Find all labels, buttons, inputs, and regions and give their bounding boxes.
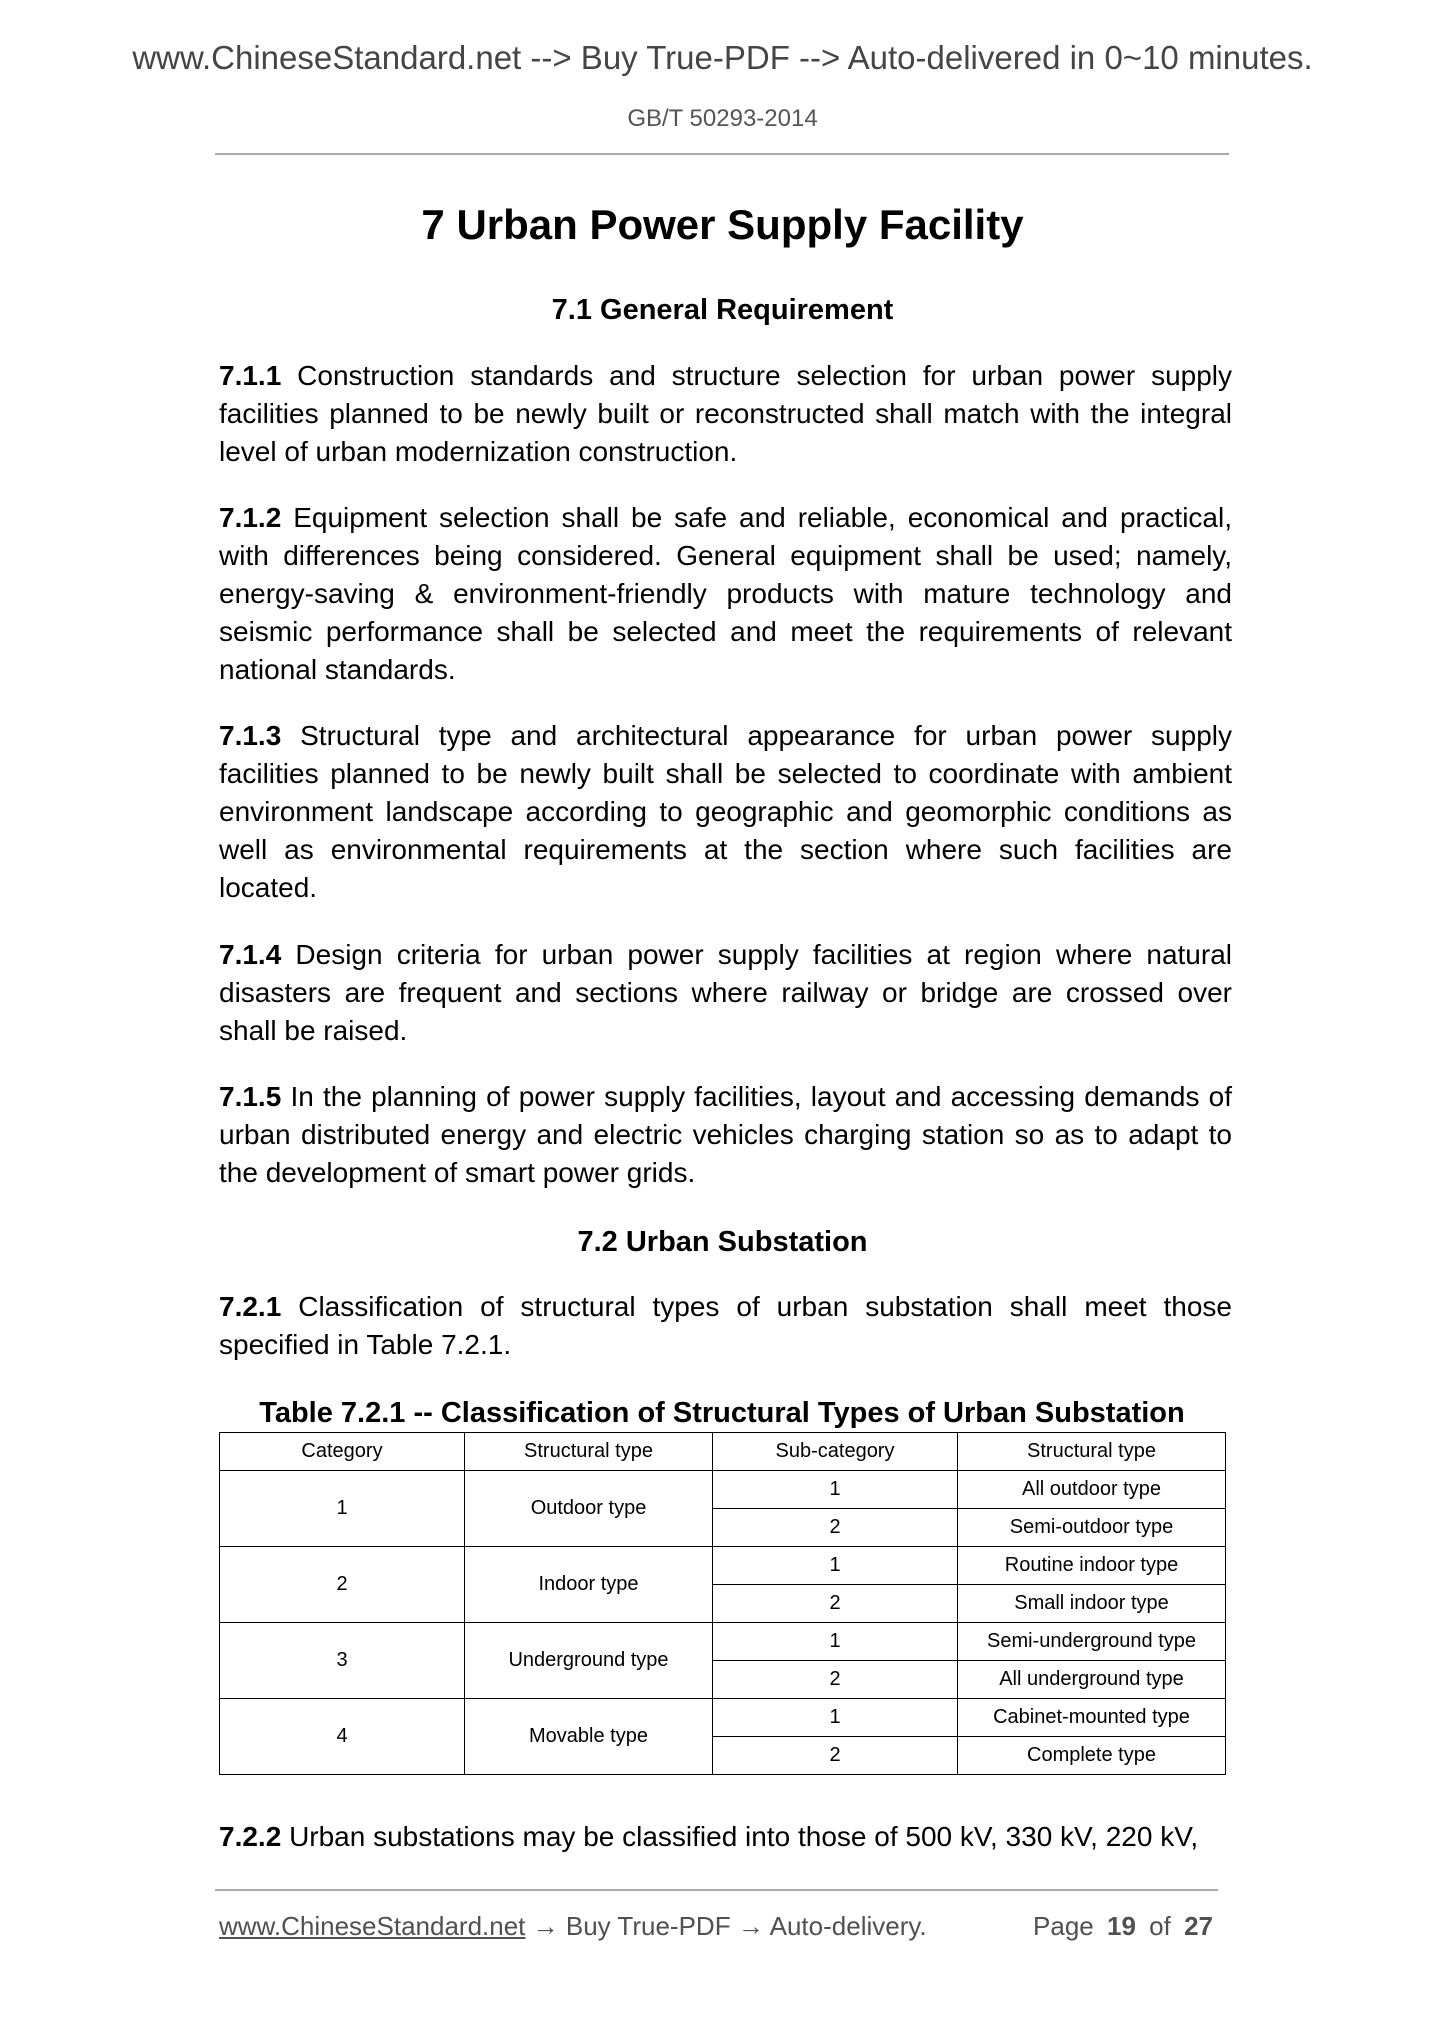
clause-number: 7.2.1 (219, 1291, 282, 1322)
of-label: of (1149, 1911, 1171, 1941)
clause-number: 7.1.3 (219, 720, 282, 751)
cell-sub-category: 2 (713, 1509, 958, 1547)
clause-text: In the planning of power supply facilities, layout and accessing demands of urban distributed energy and electric vehicles charging station so as to adapt to the development of smart power grids. (219, 1081, 1232, 1188)
table-row (220, 1623, 1226, 1661)
table-row (220, 1699, 1226, 1737)
cell-sub-structural-type: Small indoor type (958, 1585, 1226, 1623)
header-sub-structural-type: Structural type (958, 1433, 1226, 1471)
cell-structural-type: Underground type (465, 1623, 713, 1699)
clause-7-1-3 (219, 717, 1232, 907)
document-code: GB/T 50293-2014 (627, 105, 818, 132)
footer-divider (215, 1889, 1218, 1891)
clause-7-2-2 (219, 1818, 1232, 1856)
table-row (220, 1471, 1226, 1509)
cell-sub-structural-type: Semi-outdoor type (958, 1509, 1226, 1547)
page-label: Page (1033, 1911, 1094, 1941)
cell-sub-category: 1 (713, 1471, 958, 1509)
footer-buy-text: Buy True-PDF (565, 1911, 731, 1941)
cell-sub-category: 1 (713, 1547, 958, 1585)
table-row (220, 1547, 1226, 1585)
cell-sub-category: 2 (713, 1661, 958, 1699)
clause-7-1-1 (219, 357, 1232, 471)
cell-sub-structural-type: Complete type (958, 1737, 1226, 1775)
clause-text: Structural type and architectural appearance for urban power supply facilities planned to be newly built shall be selected to coordinate with ambient environment landscape according to geographic and geomorphic conditions as well as environmental requirements at the section where such facilities are located. (219, 720, 1232, 903)
clause-text: Design criteria for urban power supply facilities at region where natural disasters are frequent and sections where railway or bridge are crossed over shall be raised. (219, 939, 1233, 1046)
table-header-row (220, 1433, 1226, 1471)
clause-text: Construction standards and structure selection for urban power supply facilities planned to be newly built or reconstructed shall match with the integral level of urban modernization construction. (219, 360, 1233, 467)
cell-sub-structural-type: Semi-underground type (958, 1623, 1226, 1661)
table-title: Table 7.2.1 -- Classification of Structural Types of Urban Substation (259, 1397, 1185, 1429)
clause-text: Equipment selection shall be safe and reliable, economical and practical, with differences being considered. General equipment shall be used; namely, energy-saving & environment-friendly products with mature technology and seismic performance shall be selected and meet the requirements of relevant national standards. (219, 502, 1232, 685)
cell-sub-structural-type: All outdoor type (958, 1471, 1226, 1509)
cell-sub-structural-type: All underground type (958, 1661, 1226, 1699)
page-indicator (1027, 1910, 1213, 1942)
clause-7-1-2 (219, 499, 1232, 689)
page-current: 19 (1107, 1911, 1136, 1941)
clause-text: Urban substations may be classified into those of 500 kV, 330 kV, 220 kV, (289, 1821, 1199, 1852)
cell-sub-category: 1 (713, 1623, 958, 1661)
clause-7-1-5 (219, 1078, 1232, 1192)
section-title-7-2: 7.2 Urban Substation (577, 1226, 868, 1258)
clause-7-2-1 (219, 1288, 1232, 1364)
arrow-right-icon: → (737, 1911, 764, 1941)
footer-delivery-text: Auto-delivery. (769, 1911, 927, 1941)
cell-structural-type: Outdoor type (465, 1471, 713, 1547)
header-category: Category (220, 1433, 465, 1471)
cell-sub-structural-type: Cabinet-mounted type (958, 1699, 1226, 1737)
clause-number: 7.2.2 (219, 1821, 282, 1852)
footer-site-link[interactable]: www.ChineseStandard.net (219, 1911, 526, 1941)
cell-category: 2 (220, 1547, 465, 1623)
cell-sub-structural-type: Routine indoor type (958, 1547, 1226, 1585)
cell-category: 1 (220, 1471, 465, 1547)
clause-number: 7.1.5 (219, 1081, 282, 1112)
header-divider (215, 153, 1229, 155)
cell-sub-category: 2 (713, 1585, 958, 1623)
clause-text: Classification of structural types of urban substation shall meet those specified in Table 7.2.1. (219, 1291, 1233, 1360)
top-banner: www.ChineseStandard.net --> Buy True-PDF --> Auto-delivered in 0~10 minutes. (132, 39, 1313, 76)
cell-category: 3 (220, 1623, 465, 1699)
header-structural-type: Structural type (465, 1433, 713, 1471)
section-title-7-1: 7.1 General Requirement (551, 294, 894, 326)
cell-category: 4 (220, 1699, 465, 1775)
header-sub-category: Sub-category (713, 1433, 958, 1471)
footer-promo (219, 1910, 927, 1942)
clause-number: 7.1.1 (219, 360, 282, 391)
cell-sub-category: 2 (713, 1737, 958, 1775)
cell-sub-category: 1 (713, 1699, 958, 1737)
clause-7-1-4 (219, 936, 1232, 1050)
page-total: 27 (1184, 1911, 1213, 1941)
chapter-title: 7 Urban Power Supply Facility (421, 201, 1024, 248)
clause-number: 7.1.4 (219, 939, 282, 970)
arrow-right-icon: → (532, 1911, 559, 1941)
clause-number: 7.1.2 (219, 502, 282, 533)
classification-table (219, 1432, 1226, 1775)
cell-structural-type: Indoor type (465, 1547, 713, 1623)
cell-structural-type: Movable type (465, 1699, 713, 1775)
